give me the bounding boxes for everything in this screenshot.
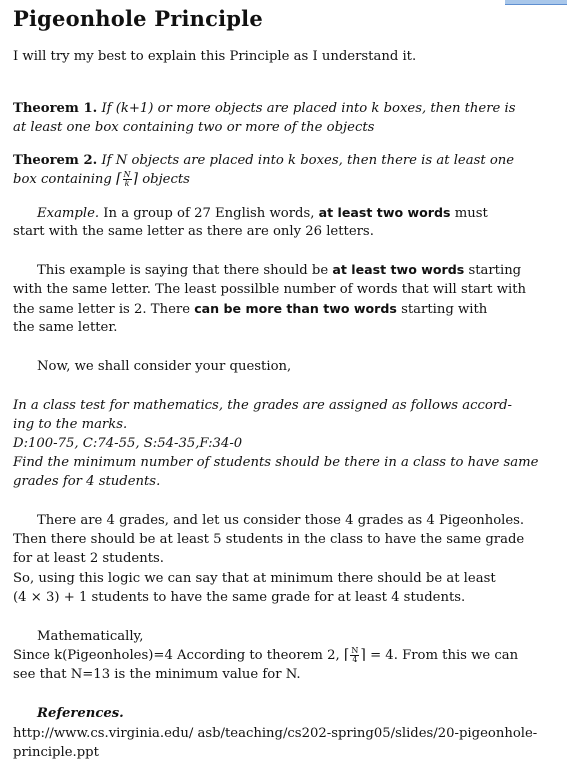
question-line-3: D:100-75, C:74-55, S:54-35,F:34-0 xyxy=(13,436,243,451)
references-heading: References. xyxy=(37,706,124,721)
theorem-2-label: Theorem 2. xyxy=(13,153,98,168)
math-line-2: Since k(Pigeonholes)=4 According to theorem 2, ⌈ $\frac{N}{4}$ ⌉ = 4. From this we can xyxy=(13,646,519,664)
explain-line-3 xyxy=(13,299,487,319)
theorem-2-text: If N objects are placed into k boxes, then there is at least one xyxy=(101,153,515,168)
question-line-4: Find the minimum number of students should be there in a class to have same xyxy=(13,455,539,470)
math-fraction-numerator: N xyxy=(351,646,359,655)
explain-text-end: starting xyxy=(468,263,522,278)
explain-line-4: the same letter. xyxy=(13,320,118,335)
page-title: Pigeonhole Principle xyxy=(13,6,263,31)
answer-line-5: (4 × 3) + 1 students to have the same grade for at least 4 students. xyxy=(13,590,466,605)
intro-text: I will try my best to explain this Principle as I understand it. xyxy=(13,49,417,64)
example-label: Example. xyxy=(37,206,100,221)
math-ceiling-fraction xyxy=(350,647,359,664)
answer-line-3: for at least 2 students. xyxy=(13,551,164,566)
explain-line-3-emphasis: can be more than two words xyxy=(194,301,397,316)
example-emphasis: at least two words xyxy=(318,205,451,220)
explain-line-2: with the same letter. The least possilble number of words that will start with xyxy=(13,282,526,297)
explain-line-3-end: starting with xyxy=(401,302,488,317)
now-text: Now, we shall consider your question, xyxy=(37,359,292,374)
question-line-5: grades for 4 students. xyxy=(13,474,161,489)
answer-line-2: Then there should be at least 5 students in the class to have the same grade xyxy=(13,532,525,547)
example-text-end: must xyxy=(454,206,488,221)
answer-line-1: There are 4 grades, and let us consider those 4 grades as 4 Pigeonholes. xyxy=(37,513,525,528)
math-text-post: = 4. From this we can xyxy=(370,648,519,663)
ceiling-fraction xyxy=(123,171,132,188)
example-line-2: start with the same letter as there are only 26 letters. xyxy=(13,224,374,239)
theorem-1-continued: at least one box containing two or more of the objects xyxy=(13,120,375,135)
math-line-3: see that N=13 is the minimum value for N. xyxy=(13,667,301,682)
explain-line-3-text: the same letter is 2. There xyxy=(13,302,190,317)
reference-link-line-1[interactable]: http://www.cs.virginia.edu/ asb/teaching/cs202-spring05/slides/20-pigeonhole- xyxy=(13,726,538,741)
explain-text: This example is saying that there should be xyxy=(37,263,329,278)
theorem-2-text-pre: box containing xyxy=(13,172,112,187)
answer-line-4: So, using this logic we can say that at minimum there should be at least xyxy=(13,571,496,586)
theorem-2-continued: box containing ⌈ $\frac{N}{k}$ ⌉ objects xyxy=(13,170,190,188)
example-text: In a group of 27 English words, xyxy=(103,206,315,221)
explain-line-1 xyxy=(37,260,521,280)
theorem-1-label: Theorem 1. xyxy=(13,101,98,116)
example-line-1 xyxy=(37,203,488,223)
scroll-indicator xyxy=(505,0,567,5)
question-line-2: ing to the marks. xyxy=(13,417,128,432)
theorem-2 xyxy=(13,151,514,170)
math-line-1: Mathematically, xyxy=(37,629,144,644)
explain-emphasis: at least two words xyxy=(332,262,465,277)
reference-link-line-2[interactable]: principle.ppt xyxy=(13,745,99,760)
theorem-1-text: If (k+1) or more objects are placed into k boxes, then there is xyxy=(101,101,516,116)
question-line-1: In a class test for mathematics, the grades are assigned as follows accord- xyxy=(13,398,513,413)
math-fraction-denominator: 4 xyxy=(352,655,358,664)
theorem-1 xyxy=(13,99,516,118)
fraction-denominator: k xyxy=(124,179,130,188)
theorem-2-text-post: objects xyxy=(142,172,190,187)
fraction-numerator: N xyxy=(123,170,131,179)
math-text-pre: Since k(Pigeonholes)=4 According to theorem 2, xyxy=(13,648,340,663)
